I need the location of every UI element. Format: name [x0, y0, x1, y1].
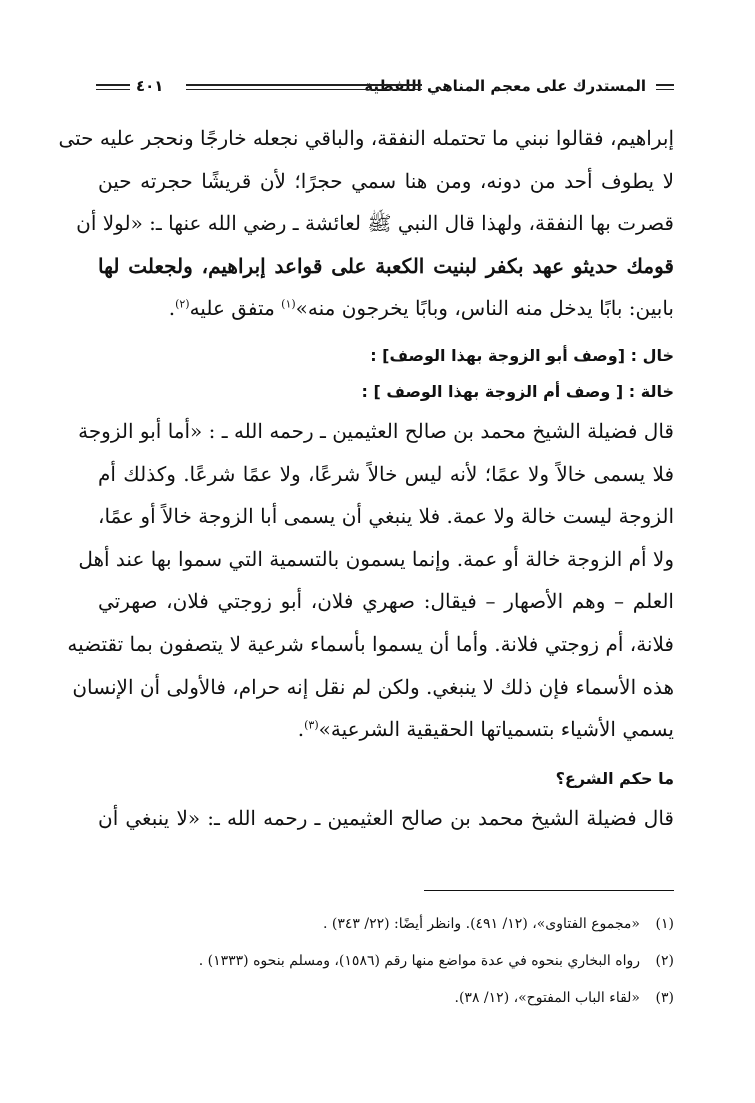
section-heading: ما حكم الشرع؟	[555, 768, 674, 788]
header-rule	[186, 84, 422, 86]
header-rule	[656, 84, 674, 86]
text-line: لا يطوف أحد من دونه، ومن هنا سمي حجرًا؛ لأن قريشًا حجرته حين	[98, 168, 674, 193]
footnote-mark[interactable]: (٢)	[175, 297, 190, 311]
footnote	[98, 980, 674, 1017]
book-title: المستدرك على معجم المناهي اللفظية	[364, 77, 646, 95]
footnote	[98, 943, 674, 980]
footnote-number: (١)	[655, 916, 674, 932]
footnote-text: «لقاء الباب المفتوح»، (١٢/ ٣٨).	[454, 990, 640, 1006]
header-rule	[656, 89, 674, 90]
text-line-bold: قومك حديثو عهد بكفر لبنيت الكعبة على قواعد إبراهيم، ولجعلت لها	[98, 253, 674, 278]
text-span: قصرت بها النفقة، ولهذا قال النبي ﷺ لعائشة ـ رضي الله عنها ـ: «لولا أن	[76, 211, 674, 236]
text-line: فلا يسمى خالاً ولا عمًا؛ لأنه ليس خالاً شرعًا، ولا عمًا شرعًا. وكذلك أم	[98, 461, 674, 486]
footnote	[98, 906, 674, 943]
header-rule	[186, 89, 422, 90]
text-line: الزوجة ليست خالة ولا عمة. فلا ينبغي أن يسمى أبا الزوجة خالاً أو عمًا،	[98, 504, 674, 529]
footnote-text: «مجموع الفتاوى»، (١٢/ ٤٩١). وانظر أيضًا: (٢٢/ ٣٤٣) .	[322, 916, 640, 932]
entry-heading-khal	[98, 338, 674, 374]
text-line: قال فضيلة الشيخ محمد بن صالح العثيمين ـ رحمه الله ـ: «لا ينبغي أن	[98, 805, 674, 830]
entry-heading-khala	[98, 374, 674, 410]
paragraph-quote	[67, 410, 674, 751]
text-line: ولا أم الزوجة خالة أو عمة. وإنما يسمون بالتسمية التي سموا بها عند أهل	[78, 546, 674, 571]
paragraph-continued	[98, 797, 674, 840]
footnote-mark[interactable]: (١)	[281, 297, 296, 311]
text-line: هذه الأسماء فإن ذلك لا ينبغي. ولكن لم نقل إنه حرام، فالأولى أن الإنسان	[72, 674, 674, 699]
entry-description: : [وصف أبو الزوجة بهذا الوصف] :	[370, 345, 637, 365]
running-header	[96, 74, 674, 100]
entry-term: خال	[642, 345, 674, 365]
footnote-text: رواه البخاري بنحوه في عدة مواضع منها رقم (١٥٨٦)، ومسلم بنحوه (١٣٣٣) .	[198, 953, 640, 969]
text-line: قال فضيلة الشيخ محمد بن صالح العثيمين ـ رحمه الله ـ : «أما أبو الزوجة	[78, 418, 674, 443]
text-line: فلانة، أم زوجتي فلانة. وأما أن يسموا بأسماء شرعية لا يتصفون بما تقتضيه	[67, 631, 674, 656]
text-line: العلم – وهم الأصهار – فيقال: صهري فلان، أبو زوجتي فلان، صهرتي	[98, 589, 674, 614]
footnote-number: (٣)	[655, 990, 674, 1006]
entry-term: خالة	[640, 381, 674, 401]
entry-description: : [ وصف أم الزوجة بهذا الوصف ] :	[361, 381, 636, 401]
footnote-number: (٢)	[655, 953, 674, 969]
text-line: بابين: بابًا يدخل منه الناس، وبابًا يخرجون منه»$^{(١)}$ متفق عليه$^{(٢)}$.	[168, 296, 674, 321]
footnotes	[98, 906, 674, 1017]
footnote-separator	[424, 890, 674, 891]
text-line	[76, 202, 674, 245]
header-rule	[96, 89, 130, 90]
text-span: متفق عليه	[189, 296, 275, 321]
paragraph-hadith	[58, 117, 674, 330]
main-text	[58, 117, 674, 839]
header-rule	[96, 84, 130, 86]
page-number: ٤٠١	[136, 77, 164, 95]
text-line: يسمي الأشياء بتسمياتها الحقيقية الشرعية»$^{(٣)}$.	[297, 717, 674, 742]
text-span: يسمي الأشياء بتسمياتها الحقيقية الشرعية»	[318, 717, 674, 742]
footnote-mark[interactable]: (٣)	[304, 718, 319, 732]
text-line: إبراهيم، فقالوا نبني ما تحتمله النفقة، والباقي نجعله خارجًا ونحجر عليه حتى	[58, 126, 674, 150]
text-span: بابين: بابًا يدخل منه الناس، وبابًا يخرجون منه»	[295, 296, 674, 321]
